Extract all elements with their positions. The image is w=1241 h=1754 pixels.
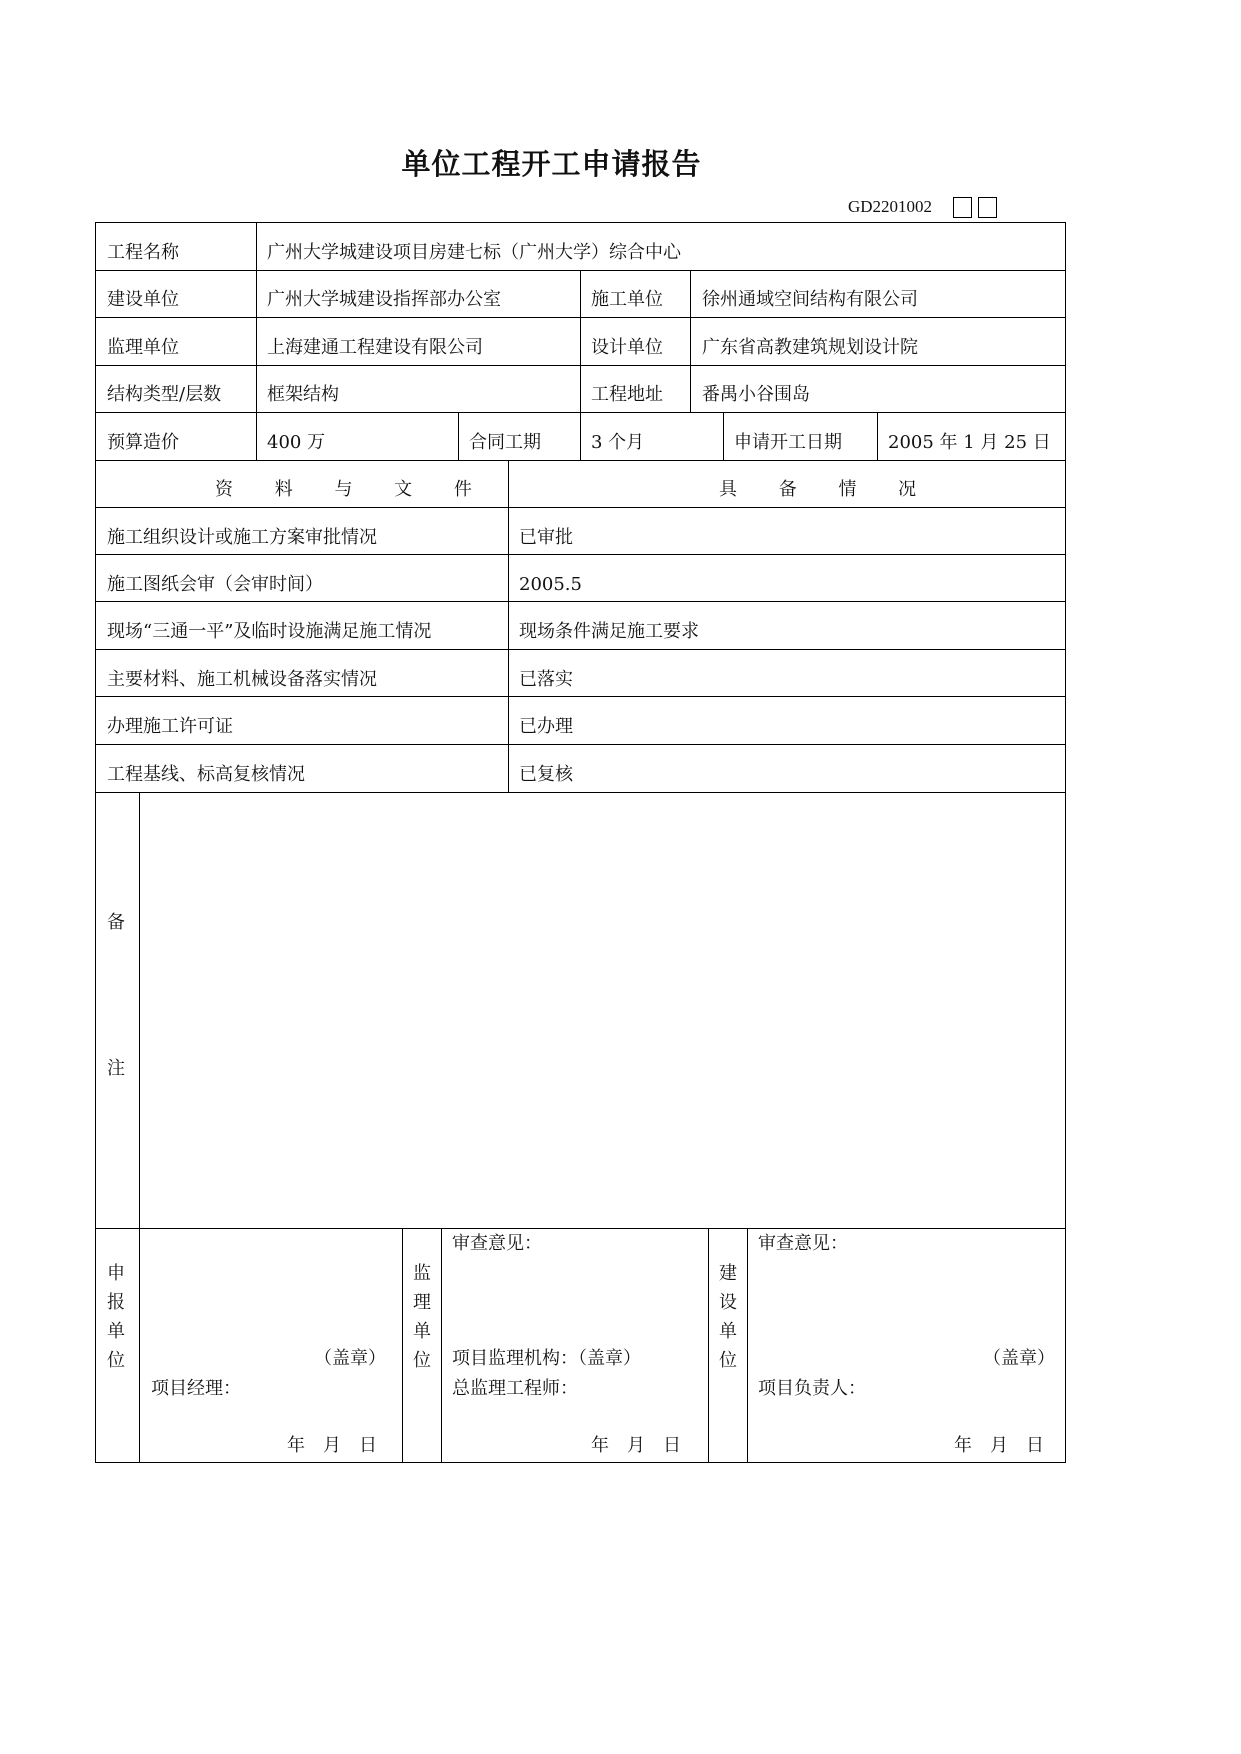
owner-label: 建设单位 [107, 289, 179, 310]
row-divider [95, 792, 1066, 793]
start-date-value[interactable]: 2005 年 1 月 25 日 [888, 432, 1051, 453]
checklist-item: 施工图纸会审（会审时间） [107, 574, 323, 595]
applicant-signer[interactable]: 项目经理： [151, 1378, 241, 1399]
construction-date[interactable]: 年 月 日 [954, 1435, 1044, 1456]
checklist-status[interactable]: 已落实 [519, 669, 573, 690]
remarks-area[interactable] [141, 794, 1064, 1226]
col-divider [508, 460, 509, 792]
col-divider [708, 1228, 709, 1463]
col-divider [747, 1228, 748, 1463]
contractor-label: 施工单位 [591, 289, 663, 310]
checklist-status-header: 具 备 情 况 [719, 479, 935, 500]
row-divider [95, 460, 1066, 461]
construction-unit-label: 建设单位 [719, 1263, 737, 1371]
checklist-status[interactable]: 已办理 [519, 716, 573, 737]
row-divider [95, 1228, 1066, 1229]
checklist-item: 施工组织设计或施工方案审批情况 [107, 527, 377, 548]
col-divider [402, 1228, 403, 1463]
supervision-seal: 项目监理机构：（盖章） [452, 1348, 641, 1369]
construction-signer[interactable]: 项目负责人： [758, 1378, 866, 1399]
address-label: 工程地址 [591, 384, 663, 405]
project-name-label: 工程名称 [107, 242, 179, 263]
applicant-date[interactable]: 年 月 日 [287, 1435, 377, 1456]
document-title: 单位工程开工申请报告 [401, 147, 702, 181]
row-divider [95, 507, 1066, 508]
structure-label: 结构类型/层数 [107, 384, 222, 405]
row-divider [95, 649, 1066, 650]
structure-value[interactable]: 框架结构 [267, 384, 339, 405]
col-divider [580, 270, 581, 460]
supervision-unit-label: 监理单位 [413, 1263, 431, 1371]
row-divider [95, 601, 1066, 602]
col-divider [690, 270, 691, 412]
supervisor-label: 监理单位 [107, 337, 179, 358]
row-divider [95, 696, 1066, 697]
col-divider [139, 792, 140, 1463]
col-divider [441, 1228, 442, 1463]
checklist-item: 工程基线、标高复核情况 [107, 764, 305, 785]
designer-label: 设计单位 [591, 337, 663, 358]
owner-value[interactable]: 广州大学城建设指挥部办公室 [267, 289, 501, 310]
col-divider [256, 222, 257, 460]
checklist-item: 现场“三通一平”及临时设施满足施工情况 [107, 621, 432, 642]
designer-value[interactable]: 广东省高教建筑规划设计院 [702, 337, 918, 358]
checklist-docs-header: 资 料 与 文 件 [215, 479, 490, 500]
contract-period-value[interactable]: 3 个月 [591, 432, 645, 453]
address-value[interactable]: 番禺小谷围岛 [702, 384, 810, 405]
row-divider [95, 554, 1066, 555]
col-divider [877, 412, 878, 460]
code-checkbox-1[interactable] [953, 197, 972, 218]
checklist-status[interactable]: 2005.5 [519, 574, 582, 595]
checklist-item: 办理施工许可证 [107, 716, 233, 737]
budget-label: 预算造价 [107, 432, 179, 453]
budget-value[interactable]: 400 万 [267, 432, 326, 453]
remarks-label-char: 备 [107, 912, 125, 933]
construction-opinion-label: 审查意见： [758, 1233, 848, 1254]
checklist-item: 主要材料、施工机械设备落实情况 [107, 669, 377, 690]
supervision-date[interactable]: 年 月 日 [591, 1435, 681, 1456]
applicant-seal: （盖章） [314, 1348, 386, 1369]
code-checkbox-2[interactable] [978, 197, 997, 218]
contractor-value[interactable]: 徐州通域空间结构有限公司 [702, 289, 918, 310]
contract-period-label: 合同工期 [469, 432, 541, 453]
checklist-status[interactable]: 已审批 [519, 527, 573, 548]
row-divider [95, 744, 1066, 745]
supervision-opinion-label: 审查意见： [452, 1233, 542, 1254]
project-name-value[interactable]: 广州大学城建设项目房建七标（广州大学）综合中心 [267, 242, 681, 263]
col-divider [723, 412, 724, 460]
remarks-label-char: 注 [107, 1058, 125, 1079]
supervision-signer[interactable]: 总监理工程师： [452, 1378, 578, 1399]
checklist-status[interactable]: 已复核 [519, 764, 573, 785]
checklist-status[interactable]: 现场条件满足施工要求 [519, 621, 699, 642]
col-divider [458, 412, 459, 460]
construction-seal: （盖章） [983, 1348, 1055, 1369]
applicant-unit-label: 申报单位 [107, 1263, 125, 1371]
form-code: GD2201002 [848, 197, 933, 216]
supervisor-value[interactable]: 上海建通工程建设有限公司 [267, 337, 483, 358]
start-date-label: 申请开工日期 [734, 432, 842, 453]
